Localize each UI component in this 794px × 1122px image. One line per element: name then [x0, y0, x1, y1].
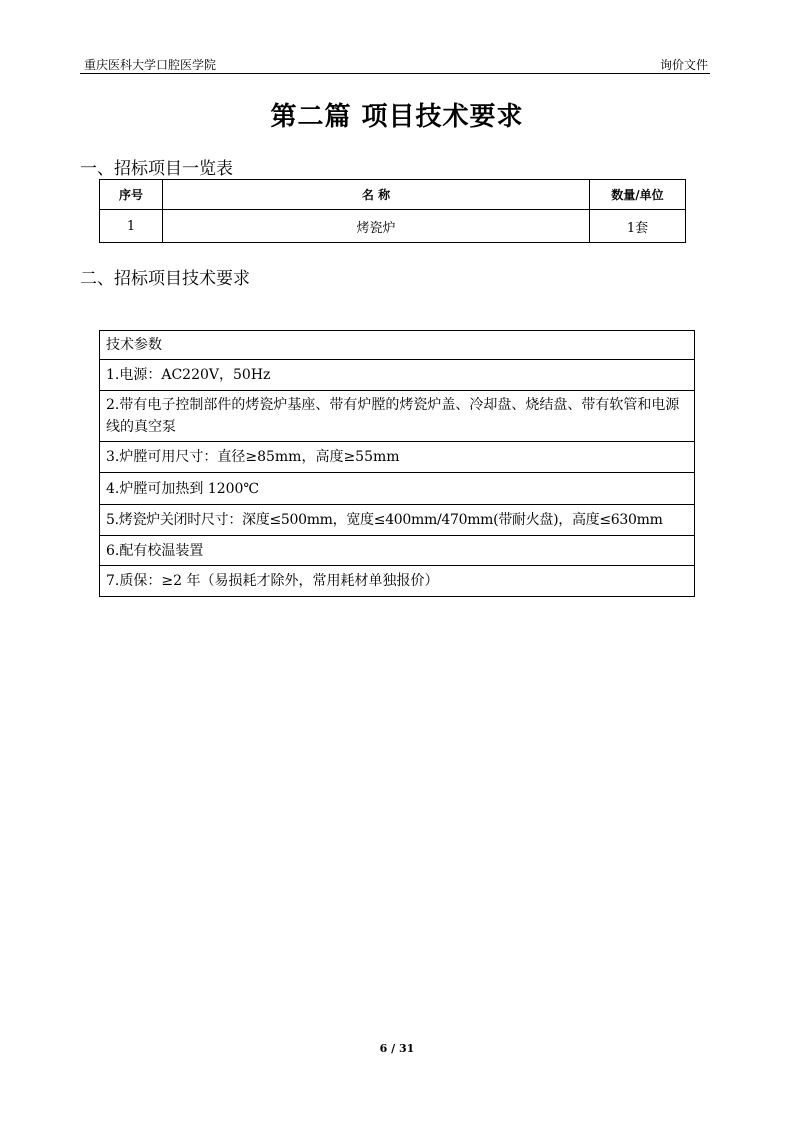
spec-item: 7.质保：≥2 年（易损耗才除外，常用耗材单独报价）: [100, 566, 695, 597]
spec-row: [100, 473, 695, 505]
spec-item: 4.炉膛可加热到 1200℃: [100, 473, 695, 505]
column-header-name: 名 称: [163, 180, 590, 210]
spec-item: 6.配有校温装置: [100, 536, 695, 566]
spec-row: [100, 505, 695, 536]
section-heading-tech-requirements: 二、招标项目技术要求: [80, 269, 250, 289]
spec-row: [100, 391, 695, 442]
spec-row: [100, 360, 695, 391]
spec-header-row: [100, 331, 695, 360]
cell-quantity: 1套: [590, 210, 686, 243]
cell-number: 1: [100, 210, 163, 243]
column-header-number: 序号: [100, 180, 163, 210]
header-divider: [80, 73, 710, 74]
spec-item: 5.烤瓷炉关闭时尺寸：深度≤500mm，宽度≤400mm/470mm(带耐火盘)，高度≤630mm: [100, 505, 695, 536]
header-doc-type: 询价文件: [659, 58, 708, 72]
table-header-row: [100, 180, 686, 210]
item-list-table: [99, 179, 686, 243]
column-header-quantity: 数量/单位: [590, 180, 686, 210]
spec-item: 3.炉膛可用尺寸：直径≥85mm，高度≥55mm: [100, 442, 695, 473]
section-heading-item-list: 一、招标项目一览表: [80, 159, 233, 179]
header-institution: 重庆医科大学口腔医学院: [84, 58, 217, 72]
spec-header-cell: 技术参数: [100, 331, 695, 360]
spec-item: 2.带有电子控制部件的烤瓷炉基座、带有炉膛的烤瓷炉盖、冷却盘、烧结盘、带有软管和电源线的真空泵: [100, 391, 695, 442]
page-title: 第二篇 项目技术要求: [270, 102, 524, 132]
spec-row: [100, 442, 695, 473]
page-number: 6 / 31: [379, 1042, 415, 1055]
spec-row: [100, 566, 695, 597]
table-row: [100, 210, 686, 243]
cell-name: 烤瓷炉: [163, 210, 590, 243]
spec-row: [100, 536, 695, 566]
spec-item: 1.电源：AC220V，50Hz: [100, 360, 695, 391]
tech-spec-table: [99, 330, 695, 597]
